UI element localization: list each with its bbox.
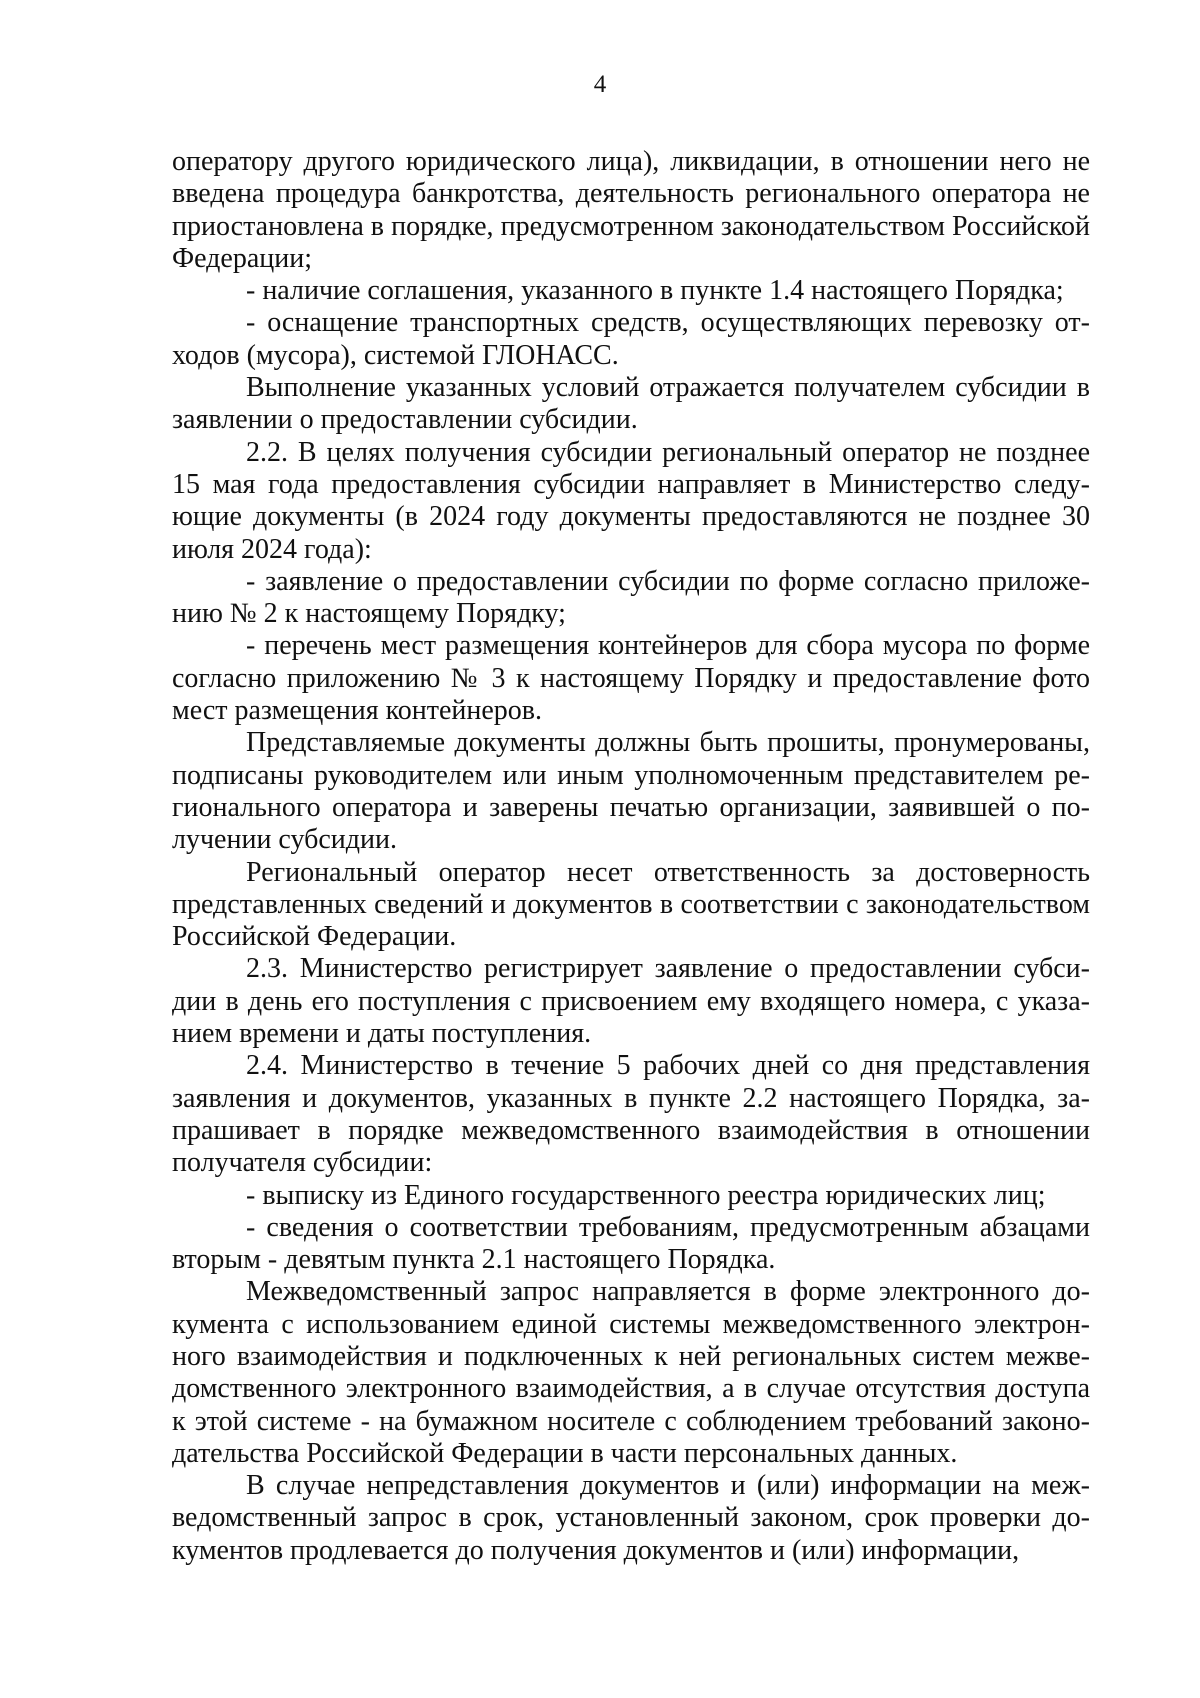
list-item-agreement: - наличие соглашения, указанного в пункте 1.4 настоящего Порядка; — [246, 275, 1064, 307]
paragraph-continuation: оператору другого юридического лица), ликвидации, в отношении него не введена процедура банкротства, деятельность регионального оператора не приостановлена в порядке, предусмотренном законодательством Российской Федерации; — [172, 146, 1090, 274]
list-item-application: - заявление о предоставлении субсидии по форме согласно приложению № 2 к настоящему Порядку; — [172, 565, 1090, 630]
page-number: 4 — [593, 71, 607, 98]
paragraph-document-requirements: Представляемые документы должны быть прошиты, пронумерованы, подписаны руководителем или иным уполномоченным представителем регионального оператора и заверены печатью организации, заявившей о получении субсидии. — [172, 727, 1090, 856]
list-item-glonass: - оснащение транспортных средств, осуществляющих перевозку отходов (мусора), системой ГЛОНАСС. — [172, 307, 1090, 371]
list-item-registry-extract: - выписку из Единого государственного реестра юридических лиц; — [246, 1179, 1046, 1211]
list-item-container-list: - перечень мест размещения контейнеров для сбора мусора по форме согласно приложению № 3 к настоящему Порядку и предоставление фото мест размещения контейнеров. — [172, 630, 1090, 727]
paragraph-responsibility: Региональный оператор несет ответственность за достоверность представленных сведений и документов в соответствии с законодательством Российской Федерации. — [172, 856, 1090, 953]
paragraph-conditions: Выполнение указанных условий отражается получателем субсидии в заявлении о предоставлении субсидии. — [172, 372, 1090, 436]
paragraph-interagency-request: Межведомственный запрос направляется в форме электронного документа с использованием единой системы межведомственного электронного взаимодействия и подключенных к ней региональных систем межведомственного электронного взаимодействия, а в случае отсутствия доступа к этой системе - на бумажном носителе с соблюдением требований законодательства Российской Федерации в части персональных данных. — [172, 1276, 1090, 1469]
paragraph-non-submission: В случае непредставления документов и (или) информации на межведомственный запрос в срок, установленный законом, срок проверки документов продлевается до получения документов и (или) информации, — [172, 1470, 1090, 1566]
paragraph-2-4: 2.4. Министерство в течение 5 рабочих дней со дня представления заявления и документов, указанных в пункте 2.2 настоящего Порядка, запрашивает в порядке межведомственного взаимодействия в отношении получателя субсидии: — [172, 1050, 1090, 1179]
document-body — [172, 146, 1090, 1567]
paragraph-2-2: 2.2. В целях получения субсидии региональный оператор не позднее 15 мая года предоставления субсидии направляет в Министерство следующие документы (в 2024 году документы предоставляются не позднее 30 июля 2024 года): — [172, 436, 1090, 565]
list-item-compliance-info: - сведения о соответствии требованиям, предусмотренным абзацами вторым - девятым пункта 2.1 настоящего Порядка. — [172, 1211, 1090, 1276]
paragraph-2-3: 2.3. Министерство регистрирует заявление о предоставлении субсидии в день его поступления с присвоением ему входящего номера, с указанием времени и даты поступления. — [172, 953, 1090, 1050]
